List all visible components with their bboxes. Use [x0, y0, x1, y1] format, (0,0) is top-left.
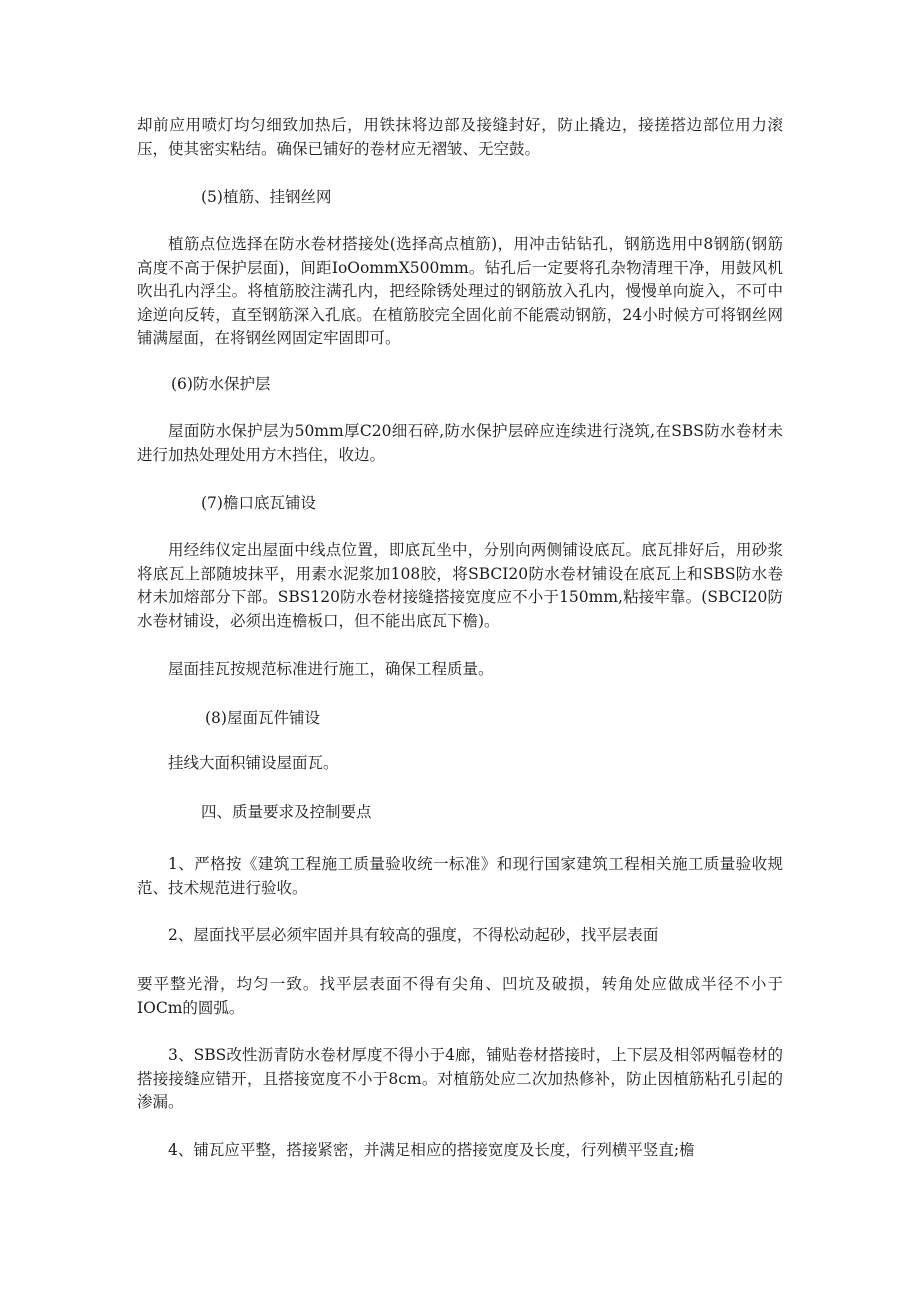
paragraph-text: 植筋点位选择在防水卷材搭接处(选择高点植筋)，用冲击钻钻孔，钢筋选用中8钢筋(钢筋高度不高于保护层面)，间距IoOommX500mm。钻孔后一定要将孔杂物清理干净，用鼓风机吹出孔内浮尘。将植筋胶注满孔内，把经除锈处理过的钢筋放入孔内，慢慢单向旋入，不可中途逆向反转，直至钢筋深入孔底。在植筋胶完全固化前不能震动钢筋，24小时候方可将钢丝网铺满屋面，在将钢丝网固定牢固即可。: [137, 235, 783, 347]
paragraph-quality-2: [137, 924, 783, 948]
paragraph-quality-2-continued: [137, 973, 783, 1020]
paragraph-quality-1: [137, 853, 783, 900]
paragraph-text: 2、屋面找平层必须牢固并具有较高的强度，不得松动起砂，找平层表面: [168, 926, 659, 944]
section-heading-four: 四、质量要求及控制要点: [201, 803, 372, 821]
paragraph-text: 挂线大面积铺设屋面瓦。: [168, 754, 339, 772]
paragraph-bottom-tile: [137, 539, 783, 633]
paragraph-torch-heating: [137, 114, 783, 161]
paragraph-text: 屋面防水保护层为50mm厚C20细石碎,防水保护层碎应连续进行浇筑,在SBS防水卷材未进行加热处理处用方木挡住，收边。: [137, 422, 783, 464]
paragraph-quality-3: [137, 1044, 783, 1115]
paragraph-text: 却前应用喷灯均匀细致加热后，用铁抹将边部及接缝封好，防止撬边，接搓搭边部位用力滚压，使其密实粘结。确保已铺好的卷材应无褶皱、无空鼓。: [137, 116, 783, 158]
paragraph-tile-hanging: [137, 658, 783, 682]
section-heading-5: (5)植筋、挂钢丝网: [201, 188, 332, 206]
paragraph-protective-layer: [137, 420, 783, 467]
paragraph-quality-4: [137, 1139, 783, 1163]
paragraph-roof-tile-laying: [137, 752, 783, 776]
paragraph-text: 屋面挂瓦按规范标准进行施工，确保工程质量。: [168, 660, 494, 678]
paragraph-text: 要平整光滑，均匀一致。找平层表面不得有尖角、凹坑及破损，转角处应做成半径不小于IOCm的圆弧。: [137, 975, 783, 1017]
paragraph-text: 4、铺瓦应平整，搭接紧密，并满足相应的搭接宽度及长度，行列横平竖直;檐: [168, 1141, 695, 1159]
section-heading-8: (8)屋面瓦件铺设: [205, 709, 320, 727]
paragraph-rebar-planting: [137, 233, 783, 351]
section-heading-6: (6)防水保护层: [171, 375, 271, 393]
section-heading-7: (7)檐口底瓦铺设: [201, 494, 316, 512]
paragraph-text: 用经纬仪定出屋面中线点位置，即底瓦坐中，分别向两侧铺设底瓦。底瓦排好后，用砂浆将底瓦上部随坡抹平，用素水泥浆加108胶，将SBCI20防水卷材铺设在底瓦上和SBS防水卷材未加熔部分下部。SBS120防水卷材接缝搭接宽度应不小于150mm,粘接牢靠。(SBCI20防水卷材铺设，必须出连檐板口，但不能出底瓦下檐)。: [137, 541, 783, 630]
paragraph-text: 3、SBS改性沥青防水卷材厚度不得小于4廊，铺贴卷材搭接时，上下层及相邻两幅卷材的搭接接缝应错开，且搭接宽度不小于8cm。对植筋处应二次加热修补，防止因植筋粘孔引起的渗漏。: [137, 1046, 783, 1111]
paragraph-text: 1、严格按《建筑工程施工质量验收统一标准》和现行国家建筑工程相关施工质量验收规范、技术规范进行验收。: [137, 855, 783, 897]
